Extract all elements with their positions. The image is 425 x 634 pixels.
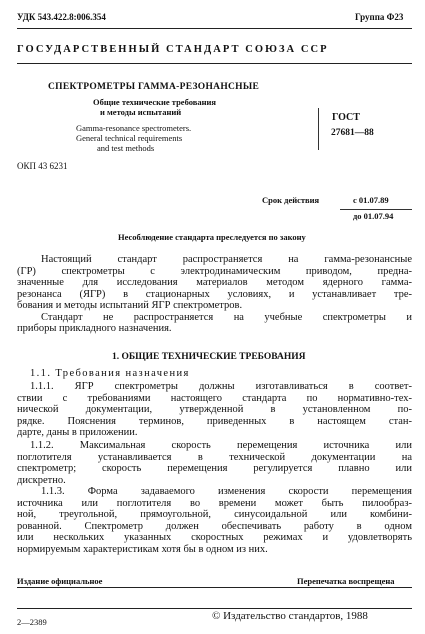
gost-number: 27681—88 — [331, 128, 374, 138]
copyright-notice: © Издательство стандартов, 1988 — [212, 610, 368, 622]
text-line: Стандарт не распространяется на учебные спектрометры и — [41, 311, 412, 323]
validity-underline — [340, 209, 412, 210]
paragraph-1-1-3 — [17, 486, 412, 555]
text-line: бования и методы испытаний ЯГР спектрометров. — [17, 300, 243, 311]
page-code: 2—2389 — [17, 617, 47, 627]
text-line: рядке. Пояснения терминов, приведенных в настоящем стан- — [17, 415, 412, 427]
text-line: 1.1.3. Форма задаваемого изменения скорости перемещения — [41, 486, 412, 497]
text-line: резонанса (ЯГР) в стационарных условиях, и устанавливает тре- — [17, 288, 412, 300]
reprint-notice: Перепечатка воспрещена — [297, 576, 395, 586]
text-line: нормируемым характеристикам хотя бы в одном из них. — [17, 543, 268, 555]
text-line: дарте, даны в приложении. — [17, 427, 138, 438]
text-line: нической документации, утвержденной в установленном по- — [17, 404, 412, 415]
header-rule — [17, 28, 412, 29]
intro-paragraph — [17, 254, 412, 335]
text-line: дискретно. — [17, 474, 66, 486]
text-line: ной, треугольной, прямоугольной, синусоидальной или комбини- — [17, 509, 412, 520]
text-line: источника или поглотителя во времени может быть пилообраз- — [17, 497, 412, 509]
text-line: значенные для исследования материалов методом ядерного гамма- — [17, 277, 412, 288]
section-heading: 1. ОБЩИЕ ТЕХНИЧЕСКИЕ ТРЕБОВАНИЯ — [112, 352, 306, 362]
text-line: 1.1.1. ЯГР спектрометры должны изготавливаться в соответ- — [30, 381, 412, 392]
group-code: Группа Ф23 — [355, 12, 404, 22]
subtitle-en-line: and test methods — [97, 143, 155, 153]
text-line: 1.1.2. Максимальная скорость перемещения источника или — [30, 440, 412, 451]
banner-rule — [17, 63, 412, 64]
text-line: рованной. Спектрометр должен обеспечивать работу в одном — [17, 520, 412, 532]
legal-notice: Несоблюдение стандарта преследуется по закону — [118, 232, 306, 242]
validity-from: с 01.07.89 — [353, 195, 389, 205]
validity-to: до 01.07.94 — [353, 211, 394, 221]
validity-label: Срок действия — [262, 195, 320, 205]
subtitle-en-line: Gamma-resonance spectrometers. — [76, 123, 192, 133]
text-line: спектрометр; скорость перемещения регулируется плавно или — [17, 463, 412, 474]
subtitle-ru-line: Общие технические требования — [93, 97, 216, 107]
gost-label: ГОСТ — [332, 112, 360, 123]
paragraph-1-1-1 — [17, 381, 412, 439]
standard-banner: ГОСУДАРСТВЕННЫЙ СТАНДАРТ СОЮЗА ССР — [17, 44, 329, 55]
paragraph-1-1-2 — [17, 440, 412, 486]
footer-rule — [17, 587, 412, 588]
subtitle-ru-line: и методы испытаний — [100, 107, 182, 117]
text-line: Настоящий стандарт распространяется на гамма-резонансные — [41, 254, 412, 265]
subtitle-en-line: General technical requirements — [76, 133, 183, 143]
text-line: или нескольких указанных скоростных режимах и удовлетворять — [17, 532, 412, 543]
text-line: приборы прикладного назначения. — [17, 323, 172, 334]
udk-code: УДК 543.422.8:006.354 — [17, 12, 106, 22]
text-line: (ГР) спектрометры с электродинамическим приводом, предна- — [17, 265, 412, 277]
okp-code: ОКП 43 6231 — [17, 161, 68, 171]
subsection-heading: 1.1. Требования назначения — [30, 368, 190, 379]
title-divider — [318, 108, 319, 150]
footer-rule-lower — [17, 608, 412, 609]
document-title: СПЕКТРОМЕТРЫ ГАММА-РЕЗОНАНСНЫЕ — [48, 82, 260, 92]
official-edition-label: Издание официальное — [17, 576, 103, 586]
text-line: ствии с требованиями настоящего стандарта по нормативно-тех- — [17, 392, 412, 404]
text-line: поглотителя устанавливается в технической документации на — [17, 451, 412, 463]
